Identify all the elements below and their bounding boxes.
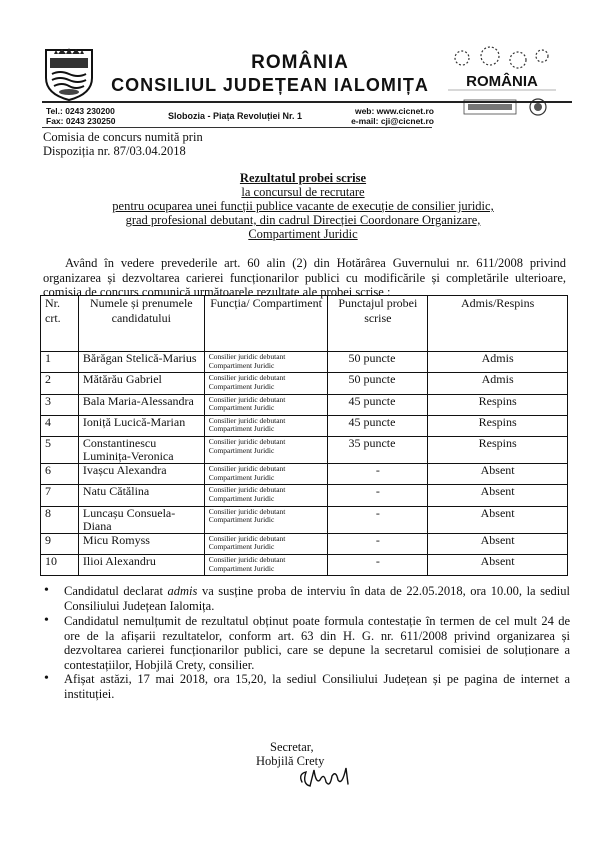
results-table — [40, 295, 568, 576]
heading-line4: grad profesional debutant, din cadrul Direcției Coordonare Organizare, — [125, 213, 481, 227]
table-row — [41, 555, 568, 576]
phone-number: Tel.: 0243 230200 — [46, 106, 115, 116]
row-nr: 2 — [41, 373, 79, 394]
candidate-function: Consilier juridic debutant Compartiment Juridic — [204, 555, 328, 576]
candidate-name: Bărăgan Stelică-Marius — [78, 352, 204, 373]
logo-text: ROMÂNIA — [466, 73, 538, 90]
candidate-result: Absent — [428, 485, 568, 506]
country-title: ROMÂNIA — [251, 52, 349, 73]
candidate-result: Respins — [428, 394, 568, 415]
table-row — [41, 373, 568, 394]
candidate-name: Luncașu Consuela-Diana — [78, 506, 204, 533]
commission-line1: Comisia de concurs numită prin — [43, 130, 203, 144]
candidate-result: Absent — [428, 506, 568, 533]
col-header-function: Funcția/ Compartiment — [204, 296, 328, 352]
candidate-function: Consilier juridic debutant Compartiment Juridic — [204, 533, 328, 554]
col-header-nr: Nr. crt. — [41, 296, 79, 352]
candidate-name: Micu Romyss — [78, 533, 204, 554]
table-row — [41, 394, 568, 415]
intro-paragraph: Având în vedere prevederile art. 60 alin (2) din Hotărârea Guvernului nr. 611/2008 privind organizarea și dezvoltarea carierei funcționarilor publici cu modificările și completările ulterioare, comisia de concurs comunică următoarele rezultate ale probei scrise : — [43, 256, 566, 299]
candidate-name: Bala Maria-Alessandra — [78, 394, 204, 415]
table-row — [41, 485, 568, 506]
address: Slobozia - Piața Revoluției Nr. 1 — [168, 111, 303, 121]
col-header-result: Admis/Respins — [428, 296, 568, 352]
candidate-function: Consilier juridic debutant Compartiment Juridic — [204, 506, 328, 533]
candidate-result: Admis — [428, 352, 568, 373]
candidate-score: - — [328, 464, 428, 485]
contact-divider — [42, 127, 432, 128]
fax-number: Fax: 0243 230250 — [46, 116, 116, 126]
heading-line2: la concursul de recrutare — [241, 185, 365, 199]
candidate-score: - — [328, 506, 428, 533]
candidate-function: Consilier juridic debutant Compartiment Juridic — [204, 437, 328, 464]
row-nr: 6 — [41, 464, 79, 485]
candidate-name: Mătărău Gabriel — [78, 373, 204, 394]
col-header-score: Punctajul probei scrise — [328, 296, 428, 352]
candidate-result: Absent — [428, 533, 568, 554]
table-row — [41, 506, 568, 533]
document-title: Rezultatul probei scrise — [239, 171, 367, 185]
email-address: e-mail: cji@cicnet.ro — [351, 116, 434, 126]
row-nr: 10 — [41, 555, 79, 576]
row-nr: 5 — [41, 437, 79, 464]
candidate-function: Consilier juridic debutant Compartiment Juridic — [204, 415, 328, 436]
candidate-result: Absent — [428, 555, 568, 576]
candidate-score: - — [328, 533, 428, 554]
council-title: CONSILIUL JUDEȚEAN IALOMIȚA — [111, 75, 429, 95]
candidate-function: Consilier juridic debutant Compartiment Juridic — [204, 373, 328, 394]
candidate-function: Consilier juridic debutant Compartiment Juridic — [204, 464, 328, 485]
candidate-function: Consilier juridic debutant Compartiment Juridic — [204, 352, 328, 373]
candidate-score: 45 puncte — [328, 415, 428, 436]
candidate-score: - — [328, 555, 428, 576]
heading-line5: Compartiment Juridic — [248, 227, 358, 241]
candidate-score: - — [328, 485, 428, 506]
commission-line2: Dispoziția nr. 87/03.04.2018 — [43, 144, 186, 158]
candidate-result: Respins — [428, 437, 568, 464]
row-nr: 3 — [41, 394, 79, 415]
table-row — [41, 415, 568, 436]
candidate-name: Ilioi Alexandru — [78, 555, 204, 576]
row-nr: 8 — [41, 506, 79, 533]
candidate-name: Ioniță Lucică-Marian — [78, 415, 204, 436]
header-divider — [42, 101, 572, 103]
signature-name: Hobjilă Crety — [256, 754, 325, 768]
candidate-name: Natu Cătălina — [78, 485, 204, 506]
col-header-name: Numele și prenumele candidatului — [78, 296, 204, 352]
candidate-function: Consilier juridic debutant Compartiment Juridic — [204, 394, 328, 415]
table-row — [41, 533, 568, 554]
candidate-name: Ivașcu Alexandra — [78, 464, 204, 485]
candidate-result: Absent — [428, 464, 568, 485]
candidate-result: Admis — [428, 373, 568, 394]
table-row — [41, 352, 568, 373]
candidate-score: 50 puncte — [328, 373, 428, 394]
candidate-result: Respins — [428, 415, 568, 436]
romania-logo — [434, 40, 570, 122]
candidate-score: 45 puncte — [328, 394, 428, 415]
row-nr: 7 — [41, 485, 79, 506]
candidate-function: Consilier juridic debutant Compartiment Juridic — [204, 485, 328, 506]
table-row — [41, 437, 568, 464]
handwritten-signature — [296, 762, 356, 792]
bullet-posted: • Afișat astăzi, 17 mai 2018, ora 15,20, la sediul Consiliului Județean și pe pagina de internet a instituției. — [64, 672, 570, 701]
website: web: www.cicnet.ro — [354, 106, 434, 116]
candidate-score: 35 puncte — [328, 437, 428, 464]
signature-role: Secretar, — [270, 740, 314, 754]
bullet-interview: • Candidatul declarat admis va susține proba de interviu în data de 22.05.2018, ora 10.00, la sediul Consiliului Județean Ialomița. — [64, 584, 570, 613]
table-row — [41, 464, 568, 485]
heading-line3: pentru ocuparea unei funcții publice vacante de execuție de consilier juridic, — [112, 199, 494, 213]
row-nr: 4 — [41, 415, 79, 436]
table-header-row — [41, 296, 568, 352]
candidate-score: 50 puncte — [328, 352, 428, 373]
candidate-name: Constantinescu Luminița-Veronica — [78, 437, 204, 464]
bullet-appeal: • Candidatul nemulțumit de rezultatul obținut poate formula contestație în termen de cel mult 24 de ore de la afișarii rezultatelor, conform art. 63 din H. G. nr. 611/2008 privind organizarea și dezvoltarea carierei funcționarilor publici, care se depune la secretarul comisiei de soluționare a contestațiilor, Hobjilă Crety, consilier. — [64, 614, 570, 672]
row-nr: 9 — [41, 533, 79, 554]
row-nr: 1 — [41, 352, 79, 373]
